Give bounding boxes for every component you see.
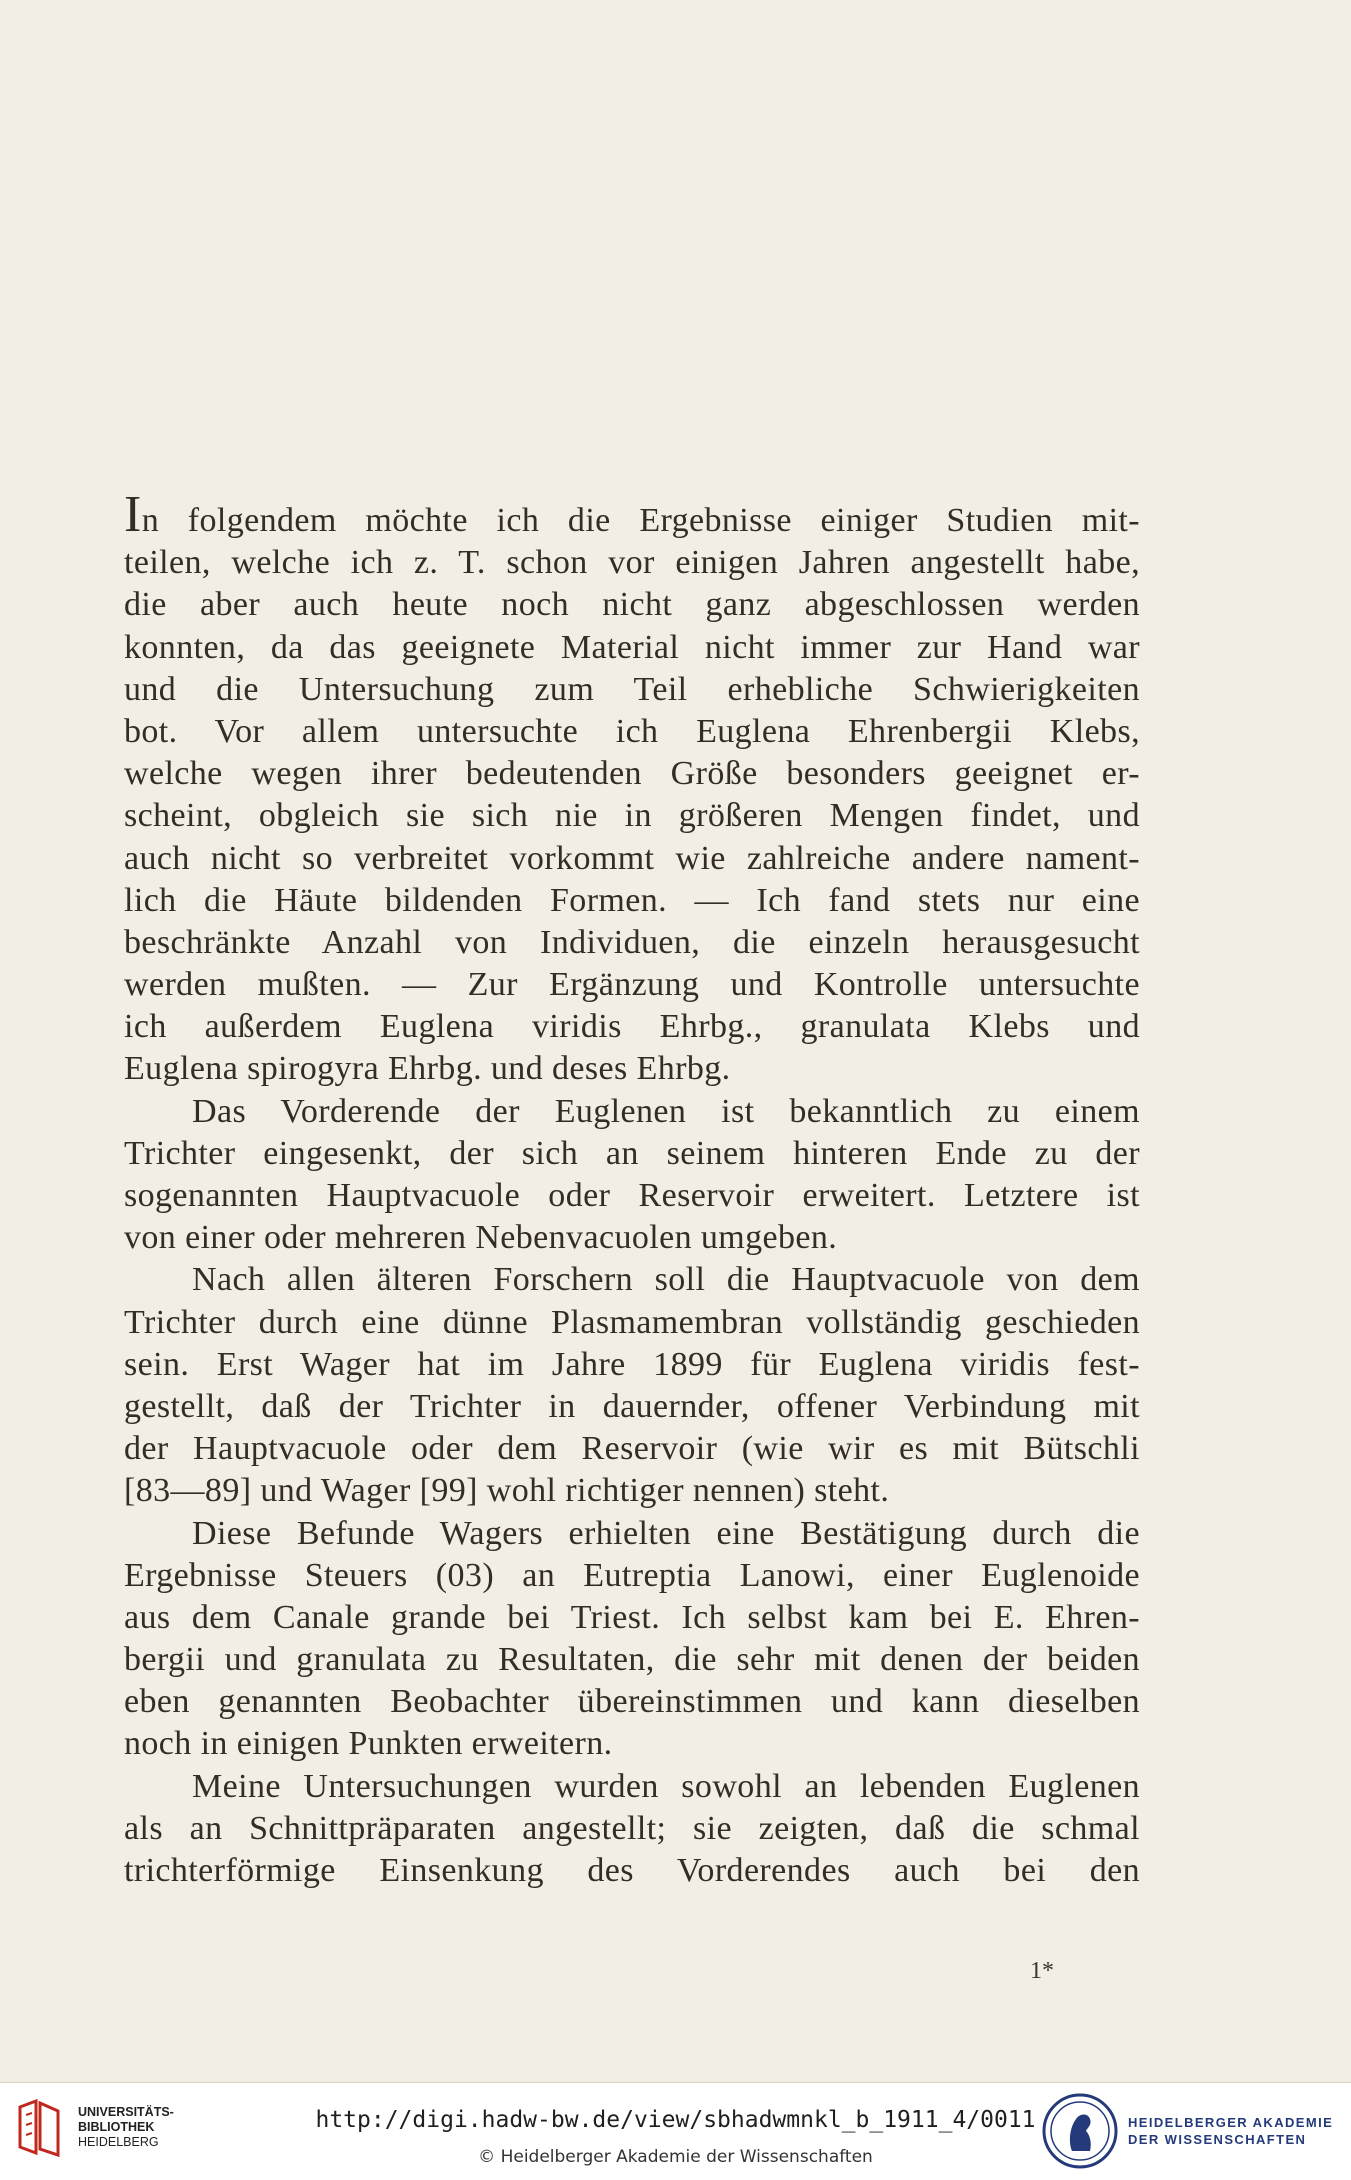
text-line (124, 1555, 1140, 1597)
footer-bar (0, 2082, 1351, 2180)
text-line (124, 711, 1140, 753)
text-line-content: konnten, da das geeignete Material nicht immer zur Hand war (124, 628, 1140, 666)
text-line-content: aus dem Canale grande bei Triest. Ich selbst kam bei E. Ehren- (124, 1598, 1140, 1636)
text-line-content: sein. Erst Wager hat im Jahre 1899 für Euglena viridis fest- (124, 1345, 1140, 1383)
body-text (124, 486, 1140, 1892)
text-line (124, 1175, 1140, 1217)
text-line-content: gestellt, daß der Trichter in dauernder, offener Verbindung mit (124, 1387, 1140, 1425)
text-line-content: Meine Untersuchungen wurden sowohl an lebenden Euglenen (192, 1767, 1140, 1805)
text-line (124, 1513, 1140, 1555)
drop-cap: I (124, 486, 142, 543)
text-line (124, 1639, 1140, 1681)
text-line-content: und die Untersuchung zum Teil erhebliche Schwierigkeiten (124, 670, 1140, 708)
text-line-content: noch in einigen Punkten erweitern. (124, 1725, 613, 1763)
text-line (124, 627, 1140, 669)
text-line (124, 1302, 1140, 1344)
text-line (124, 1428, 1140, 1470)
text-line-content: n folgendem möchte ich die Ergebnisse einiger Studien mit- (141, 502, 1140, 539)
signature-mark: 1* (1030, 1958, 1054, 1984)
text-line (124, 1470, 1140, 1512)
text-line-content: beschränkte Anzahl von Individuen, die einzeln herausgesucht (124, 923, 1140, 961)
text-line (124, 1597, 1140, 1639)
text-line (124, 1133, 1140, 1175)
text-line (124, 795, 1140, 837)
academy-seal-icon (1040, 2091, 1120, 2171)
text-line (124, 584, 1140, 626)
text-line-content: Euglena spirogyra Ehrbg. und deses Ehrbg. (124, 1050, 731, 1088)
academy-name: HEIDELBERGER AKADEMIE DER WISSENSCHAFTEN (1128, 2115, 1334, 2147)
text-line-content: [83—89] und Wager [99] wohl richtiger nennen) steht. (124, 1472, 890, 1510)
text-line (124, 1006, 1140, 1048)
text-line (124, 1048, 1140, 1090)
text-line-content: Diese Befunde Wagers erhielten eine Bestätigung durch die (192, 1514, 1140, 1552)
text-line (124, 1850, 1140, 1892)
text-line-content: bergii und granulata zu Resultaten, die sehr mit denen der beiden (124, 1641, 1140, 1679)
text-line (124, 1681, 1140, 1723)
text-line (124, 1386, 1140, 1428)
text-line (124, 1344, 1140, 1386)
text-line-content: sogenannten Hauptvacuole oder Reservoir erweitert. Letztere ist (124, 1177, 1140, 1214)
text-line-content: der Hauptvacuole oder dem Reservoir (wie wir es mit Bütschli (124, 1430, 1140, 1468)
text-line-content: Trichter eingesenkt, der sich an seinem hinteren Ende zu der (124, 1134, 1140, 1172)
text-line-content: Ergebnisse Steuers (03) an Eutreptia Lanowi, einer Euglenoide (124, 1556, 1140, 1594)
text-line-content: Nach allen älteren Forschern soll die Hauptvacuole von dem (192, 1261, 1140, 1299)
university-library-name: UNIVERSITÄTS- BIBLIOTHEK HEIDELBERG (78, 2105, 174, 2149)
text-line-content: teilen, welche ich z. T. schon vor einigen Jahren angestellt habe, (124, 544, 1140, 582)
text-line-content: scheint, obgleich sie sich nie in größeren Mengen findet, und (124, 797, 1140, 835)
text-line (124, 1808, 1140, 1850)
text-line-content: Trichter durch eine dünne Plasmamembran vollständig geschieden (124, 1303, 1140, 1341)
text-line (124, 1766, 1140, 1808)
text-line (124, 486, 1140, 543)
text-line (124, 1217, 1140, 1259)
text-line-content: werden mußten. — Zur Ergänzung und Kontrolle untersuchte (124, 966, 1140, 1004)
text-line-content: Das Vorderende der Euglenen ist bekanntlich zu einem (192, 1092, 1140, 1130)
text-line-content: auch nicht so verbreitet vorkommt wie zahlreiche andere nament- (124, 839, 1140, 877)
text-line-content: eben genannten Beobachter übereinstimmen und kann dieselben (124, 1683, 1140, 1721)
text-line (124, 880, 1140, 922)
text-line-content: bot. Vor allem untersuchte ich Euglena Ehrenbergii Klebs, (124, 712, 1140, 750)
copyright-notice: © Heidelberger Akademie der Wissenschaften (478, 2147, 873, 2167)
text-line (124, 838, 1140, 880)
text-line (124, 922, 1140, 964)
text-line-content: lich die Häute bildenden Formen. — Ich fand stets nur eine (124, 881, 1140, 919)
text-line (124, 1723, 1140, 1765)
text-line-content: ich außerdem Euglena viridis Ehrbg., granulata Klebs und (124, 1008, 1140, 1046)
text-line (124, 964, 1140, 1006)
text-line (124, 669, 1140, 711)
text-line-content: trichterförmige Einsenkung des Vorderendes auch bei den (124, 1852, 1140, 1889)
text-line (124, 542, 1140, 584)
text-line (124, 753, 1140, 795)
text-line-content: als an Schnittpräparaten angestellt; sie zeigten, daß die schmal (124, 1809, 1140, 1847)
text-line (124, 1259, 1140, 1301)
text-line-content: die aber auch heute noch nicht ganz abgeschlossen werden (124, 586, 1140, 624)
permalink-url[interactable]: http://digi.hadw-bw.de/view/sbhadwmnkl_b_1911_4/0011 (315, 2107, 1036, 2133)
text-line-content: von einer oder mehreren Nebenvacuolen umgeben. (124, 1219, 838, 1257)
text-line (124, 1091, 1140, 1133)
text-line-content: welche wegen ihrer bedeutenden Größe besonders geeignet er- (124, 755, 1140, 793)
